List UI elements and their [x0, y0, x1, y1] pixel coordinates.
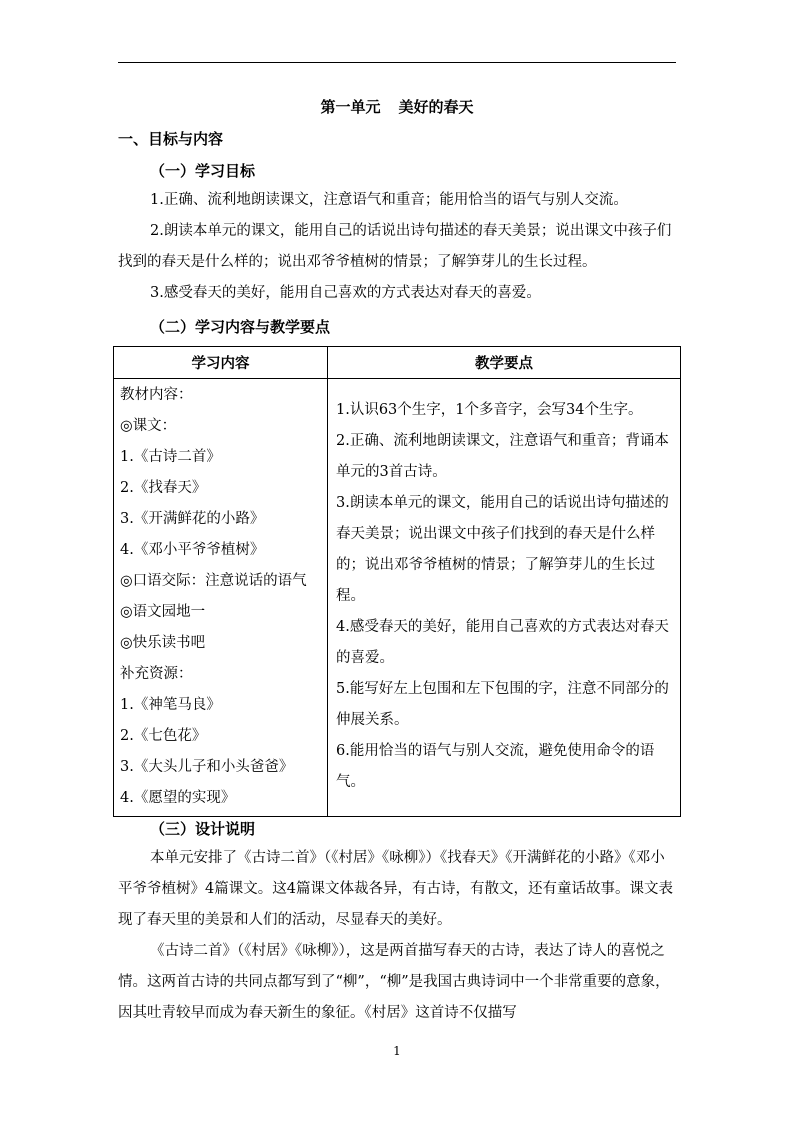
content-item: 3.《大头儿子和小头爸爸》: [120, 759, 294, 775]
content-item: ◎口语交际：注意说话的语气: [120, 573, 307, 589]
content-item: 2.《七色花》: [120, 728, 207, 744]
teaching-point: 1.认识63个生字，1个多音字，会写34个生字。: [336, 402, 643, 418]
goal-1: 1.正确、流利地朗读课文，注意语气和重音；能用恰当的语气与别人交流。: [150, 192, 628, 208]
subheading-learning-goals: （一）学习目标: [150, 162, 256, 180]
table-cell-points: [328, 379, 681, 817]
page-number: 1: [393, 1044, 401, 1058]
subheading-design-notes: （三）设计说明: [150, 820, 256, 838]
content-item: 1.《古诗二首》: [120, 449, 221, 465]
section-heading-goals-content: 一、目标与内容: [118, 130, 224, 148]
goal-3: 3.感受春天的美好，能用自己喜欢的方式表达对春天的喜爱。: [150, 285, 541, 301]
content-item: 补充资源：: [120, 666, 193, 682]
teaching-point: 6.能用恰当的语气与别人交流，避免使用命令的语气。: [336, 743, 655, 790]
content-table: [113, 346, 681, 817]
content-item: 4.《愿望的实现》: [120, 790, 236, 806]
goal-2: 2.朗读本单元的课文，能用自己的话说出诗句描述的春天美景；说出课文中孩子们找到的春天是什么样的；说出邓爷爷植树的情景；了解笋芽儿的生长过程。: [118, 223, 672, 270]
page-title: [0, 96, 794, 117]
content-item: 3.《开满鲜花的小路》: [120, 511, 265, 527]
teaching-point: 4.感受春天的美好，能用自己喜欢的方式表达对春天的喜爱。: [336, 619, 669, 666]
table-cell-content: [114, 379, 328, 817]
design-paragraph-1: 本单元安排了《古诗二首》（《村居》《咏柳》）《找春天》《开满鲜花的小路》《邓小平爷爷植树》4篇课文。这4篇课文体裁各异，有古诗，有散文，还有童话故事。课文表现了春天里的美景和人们的活动，尽显春天的美好。: [118, 850, 673, 928]
title-theme: 美好的春天: [398, 98, 474, 116]
table-header-content: 学习内容: [114, 347, 328, 379]
content-item: 2.《找春天》: [120, 480, 207, 496]
content-item: 1.《神笔马良》: [120, 697, 221, 713]
content-item: ◎快乐读书吧: [120, 635, 206, 651]
content-item: 教材内容：: [120, 387, 193, 403]
content-item: ◎语文园地一: [120, 604, 206, 620]
teaching-point: 3.朗读本单元的课文，能用自己的话说出诗句描述的春天美景；说出课文中孩子们找到的春天是什么样的；说出邓爷爷植树的情景；了解笋芽儿的生长过程。: [336, 495, 669, 604]
content-item: 4.《邓小平爷爷植树》: [120, 542, 265, 558]
teaching-point: 5.能写好左上包围和左下包围的字，注意不同部分的伸展关系。: [336, 681, 669, 728]
title-unit: 第一单元: [320, 98, 381, 116]
subheading-content-and-points: （二）学习内容与教学要点: [150, 318, 331, 336]
header-rule: [118, 62, 676, 63]
content-item: ◎课文：: [120, 418, 177, 434]
design-paragraph-2: 《古诗二首》（《村居》《咏柳》），这是两首描写春天的古诗，表达了诗人的喜悦之情。这两首古诗的共同点都写到了“柳”，“柳”是我国古典诗词中一个非常重要的意象，因其吐青较早而成为春天新生的象征。《村居》这首诗不仅描写: [118, 943, 670, 1021]
table-header-points: 教学要点: [328, 347, 681, 379]
teaching-point: 2.正确、流利地朗读课文，注意语气和重音；背诵本单元的3首古诗。: [336, 433, 669, 480]
